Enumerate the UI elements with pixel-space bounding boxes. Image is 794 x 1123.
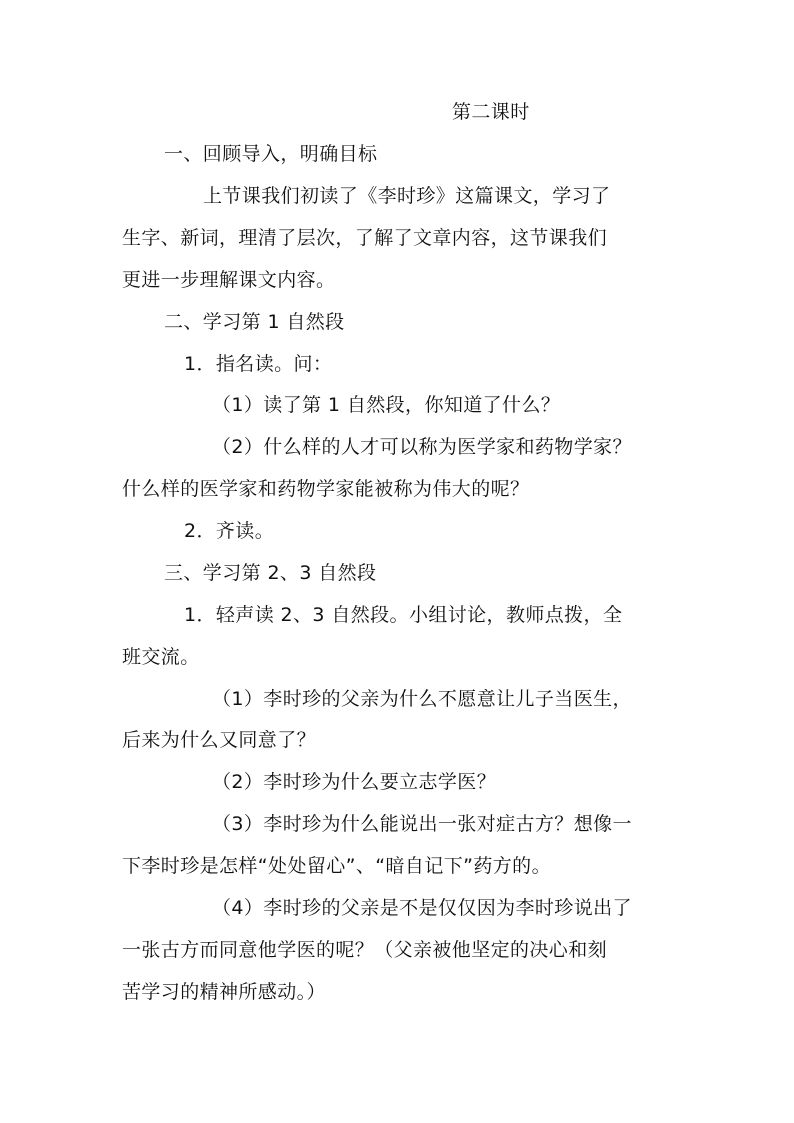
section-heading-3: 三、学习第 2、3 自然段 xyxy=(164,562,377,584)
question-line: （3）李时珍为什么能说出一张对症古方？想像一 xyxy=(212,813,632,835)
paragraph-line: 更进一步理解课文内容。 xyxy=(122,269,336,291)
question-line: 后来为什么又同意了？ xyxy=(122,729,317,751)
list-item: 班交流。 xyxy=(122,646,200,668)
question-line: （1）李时珍的父亲为什么不愿意让儿子当医生， xyxy=(212,688,632,710)
paragraph-line: 生字、新词，理清了层次，了解了文章内容，这节课我们 xyxy=(122,227,608,249)
question-line: 一张古方而同意他学医的呢？（父亲被他坚定的决心和刻 xyxy=(122,939,608,961)
section-heading-2: 二、学习第 1 自然段 xyxy=(164,311,345,333)
paragraph-line: 上节课我们初读了《李时珍》这篇课文，学习了 xyxy=(203,185,611,207)
list-item: 1．指名读。问： xyxy=(184,353,333,375)
question-line: （2）李时珍为什么要立志学医？ xyxy=(212,771,497,793)
section-heading-1: 一、回顾导入，明确目标 xyxy=(164,143,378,165)
question-line: （4）李时珍的父亲是不是仅仅因为李时珍说出了 xyxy=(212,897,632,919)
lesson-title: 第二课时 xyxy=(452,101,530,123)
list-item: 1．轻声读 2、3 自然段。小组讨论，教师点拨，全 xyxy=(184,604,623,626)
question-line: 什么样的医学家和药物学家能被称为伟大的呢？ xyxy=(122,478,530,500)
question-line: 苦学习的精神所感动。） xyxy=(122,981,326,1003)
list-item: 2．齐读。 xyxy=(184,520,275,542)
question-line: （1）读了第 1 自然段，你知道了什么？ xyxy=(212,394,561,416)
question-line: 下李时珍是怎样“处处留心”、“暗自记下”药方的。 xyxy=(122,855,551,877)
question-line: （2）什么样的人才可以称为医学家和药物学家？ xyxy=(212,436,632,458)
